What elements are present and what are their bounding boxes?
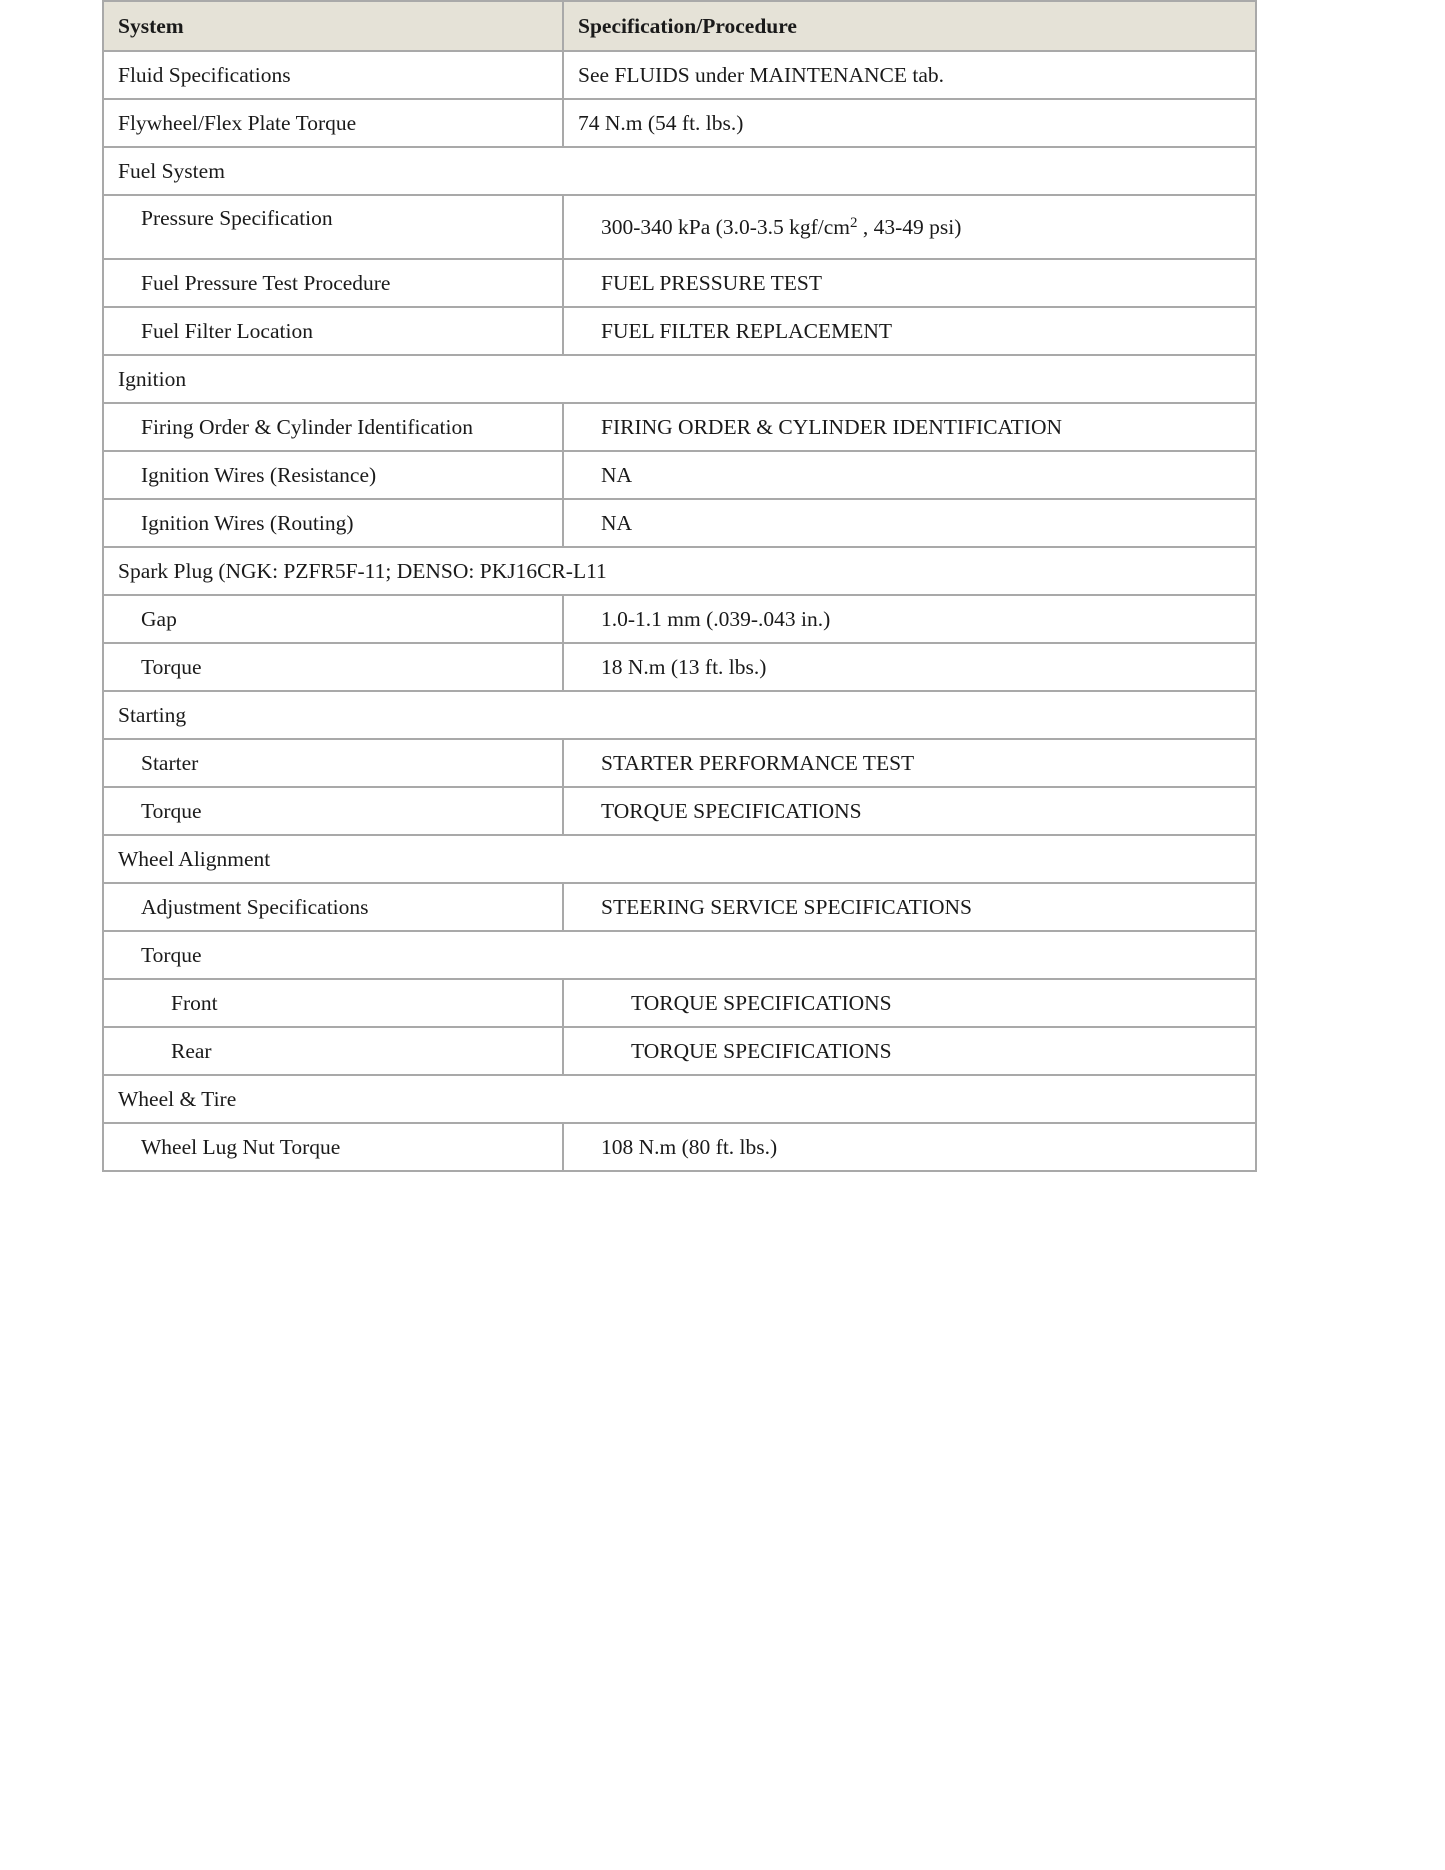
row-label: Pressure Specification <box>103 195 563 259</box>
row-label: Fuel Filter Location <box>103 307 563 355</box>
row-label: Torque <box>103 787 563 835</box>
superscript: 2 <box>850 214 858 231</box>
table-row <box>103 643 1256 691</box>
table-row <box>103 595 1256 643</box>
section-label: Ignition <box>103 355 1256 403</box>
table-row <box>103 451 1256 499</box>
row-label: Gap <box>103 595 563 643</box>
row-label: Starter <box>103 739 563 787</box>
table-row <box>103 307 1256 355</box>
section-label: Fuel System <box>103 147 1256 195</box>
row-value: 18 N.m (13 ft. lbs.) <box>563 643 1256 691</box>
section-row-spark-plug <box>103 547 1256 595</box>
section-row-ignition <box>103 355 1256 403</box>
section-label: Wheel Alignment <box>103 835 1256 883</box>
table-header-row <box>103 1 1256 51</box>
row-value: FUEL FILTER REPLACEMENT <box>563 307 1256 355</box>
section-label: Spark Plug (NGK: PZFR5F-11; DENSO: PKJ16CR-L11 <box>103 547 1256 595</box>
table-row <box>103 195 1256 259</box>
table-row <box>103 979 1256 1027</box>
header-spec-procedure: Specification/Procedure <box>563 1 1256 51</box>
row-value: TORQUE SPECIFICATIONS <box>563 787 1256 835</box>
row-label: Firing Order & Cylinder Identification <box>103 403 563 451</box>
table-row <box>103 1027 1256 1075</box>
table-row <box>103 739 1256 787</box>
row-label: Adjustment Specifications <box>103 883 563 931</box>
row-value <box>563 195 1256 259</box>
table-row <box>103 1123 1256 1171</box>
subsection-label: Torque <box>103 931 1256 979</box>
table-row <box>103 883 1256 931</box>
row-value: NA <box>563 451 1256 499</box>
row-value: 108 N.m (80 ft. lbs.) <box>563 1123 1256 1171</box>
section-row-wheel-tire <box>103 1075 1256 1123</box>
section-label: Wheel & Tire <box>103 1075 1256 1123</box>
section-row-starting <box>103 691 1256 739</box>
row-label: Wheel Lug Nut Torque <box>103 1123 563 1171</box>
row-value: 1.0-1.1 mm (.039-.043 in.) <box>563 595 1256 643</box>
row-value: NA <box>563 499 1256 547</box>
section-row-wheel-alignment <box>103 835 1256 883</box>
table-row <box>103 499 1256 547</box>
row-label: Ignition Wires (Resistance) <box>103 451 563 499</box>
spec-table <box>102 0 1257 1172</box>
value-text: 300-340 kPa (3.0-3.5 kgf/cm <box>601 214 851 239</box>
row-label: Ignition Wires (Routing) <box>103 499 563 547</box>
row-value: See FLUIDS under MAINTENANCE tab. <box>563 51 1256 99</box>
row-label: Front <box>103 979 563 1027</box>
table-row <box>103 99 1256 147</box>
section-label: Starting <box>103 691 1256 739</box>
row-value: STARTER PERFORMANCE TEST <box>563 739 1256 787</box>
row-value: FUEL PRESSURE TEST <box>563 259 1256 307</box>
table-row <box>103 787 1256 835</box>
row-label: Rear <box>103 1027 563 1075</box>
subsection-row-torque <box>103 931 1256 979</box>
row-value: TORQUE SPECIFICATIONS <box>563 979 1256 1027</box>
row-value: 74 N.m (54 ft. lbs.) <box>563 99 1256 147</box>
table-row <box>103 51 1256 99</box>
value-text: , 43-49 psi) <box>857 214 962 239</box>
row-value: TORQUE SPECIFICATIONS <box>563 1027 1256 1075</box>
row-label: Torque <box>103 643 563 691</box>
row-value: STEERING SERVICE SPECIFICATIONS <box>563 883 1256 931</box>
row-label: Flywheel/Flex Plate Torque <box>103 99 563 147</box>
row-value: FIRING ORDER & CYLINDER IDENTIFICATION <box>563 403 1256 451</box>
row-label: Fluid Specifications <box>103 51 563 99</box>
row-label: Fuel Pressure Test Procedure <box>103 259 563 307</box>
table-row <box>103 403 1256 451</box>
header-system: System <box>103 1 563 51</box>
table-row <box>103 259 1256 307</box>
section-row-fuel-system <box>103 147 1256 195</box>
